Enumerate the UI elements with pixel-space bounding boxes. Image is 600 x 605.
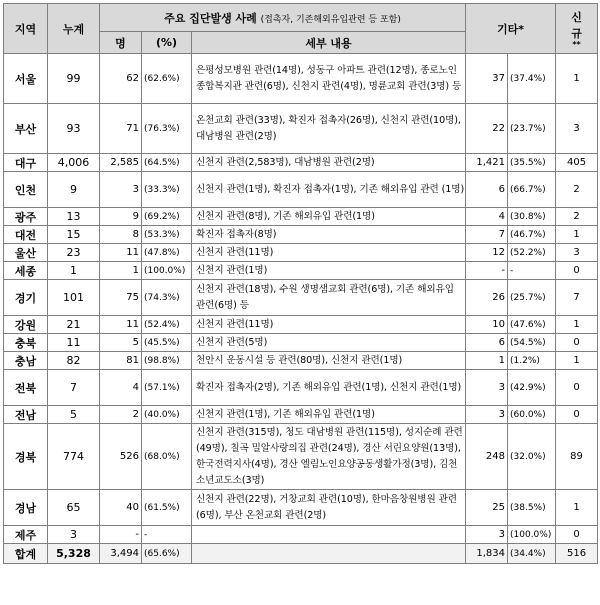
new-cases: 0: [556, 334, 598, 352]
cumulative-count: 4,006: [48, 154, 100, 172]
region-name: 강원: [4, 316, 48, 334]
table-row: [4, 406, 598, 424]
new-cases: 0: [556, 406, 598, 424]
header-new: [556, 4, 598, 54]
cumulative-count: 93: [48, 104, 100, 154]
cluster-count: 2,585: [100, 154, 142, 172]
cluster-details: 신천지 관련(11명): [192, 244, 466, 262]
etc-count: 26: [466, 280, 508, 316]
total-etc-percent: (34.4%): [508, 544, 556, 564]
table-row: [4, 172, 598, 208]
cluster-count: 526: [100, 424, 142, 490]
region-name: 세종: [4, 262, 48, 280]
total-details: [192, 544, 466, 564]
cluster-percent: -: [142, 526, 192, 544]
etc-count: 25: [466, 490, 508, 526]
cluster-percent: (57.1%): [142, 370, 192, 406]
region-name: 충남: [4, 352, 48, 370]
cluster-percent: (52.4%): [142, 316, 192, 334]
cluster-percent: (61.5%): [142, 490, 192, 526]
table-row: [4, 226, 598, 244]
header-main-cases: [100, 4, 466, 32]
region-name: 대구: [4, 154, 48, 172]
etc-percent: (37.4%): [508, 54, 556, 104]
etc-count: 3: [466, 406, 508, 424]
table-row: [4, 54, 598, 104]
cluster-count: 3: [100, 172, 142, 208]
table-row: [4, 154, 598, 172]
cluster-details: [192, 526, 466, 544]
etc-count: 7: [466, 226, 508, 244]
etc-count: 3: [466, 370, 508, 406]
cumulative-count: 3: [48, 526, 100, 544]
table-row: [4, 280, 598, 316]
new-cases: 1: [556, 54, 598, 104]
table-row: [4, 316, 598, 334]
cluster-details: 신천지 관련(2,583명), 대남병원 관련(2명): [192, 154, 466, 172]
etc-count: 10: [466, 316, 508, 334]
etc-count: 22: [466, 104, 508, 154]
new-cases: 1: [556, 352, 598, 370]
cluster-details: 신천지 관련(1명), 기존 해외유입 관련(1명): [192, 406, 466, 424]
header-new-line2: 규: [571, 26, 582, 40]
cluster-details: 은평성모병원 관련(14명), 성동구 아파트 관련(12명), 종로노인종합복지관 관련(6명), 신천지 관련(4명), 명륜교회 관련(3명) 등: [192, 54, 466, 104]
cumulative-count: 101: [48, 280, 100, 316]
cluster-percent: (98.8%): [142, 352, 192, 370]
etc-percent: (100.0%): [508, 526, 556, 544]
cluster-count: 8: [100, 226, 142, 244]
cluster-count: 5: [100, 334, 142, 352]
cluster-details: 확진자 접촉자(8명): [192, 226, 466, 244]
cumulative-count: 21: [48, 316, 100, 334]
cumulative-count: 7: [48, 370, 100, 406]
cumulative-count: 11: [48, 334, 100, 352]
region-name: 제주: [4, 526, 48, 544]
header-cumulative: 누계: [48, 4, 100, 54]
cluster-count: 71: [100, 104, 142, 154]
new-cases: 1: [556, 316, 598, 334]
table-row: [4, 334, 598, 352]
table-row: [4, 244, 598, 262]
region-name: 광주: [4, 208, 48, 226]
cumulative-count: 13: [48, 208, 100, 226]
cluster-percent: (53.3%): [142, 226, 192, 244]
region-name: 부산: [4, 104, 48, 154]
region-name: 인천: [4, 172, 48, 208]
cluster-count: 1: [100, 262, 142, 280]
new-cases: 0: [556, 262, 598, 280]
header-new-mark: **: [572, 39, 581, 49]
cluster-percent: (76.3%): [142, 104, 192, 154]
cumulative-count: 9: [48, 172, 100, 208]
new-cases: 0: [556, 526, 598, 544]
cumulative-count: 1: [48, 262, 100, 280]
etc-percent: (60.0%): [508, 406, 556, 424]
header-people: 명: [100, 32, 142, 54]
etc-count: 3: [466, 526, 508, 544]
total-row: [4, 544, 598, 564]
cluster-count: 81: [100, 352, 142, 370]
new-cases: 3: [556, 104, 598, 154]
etc-percent: (32.0%): [508, 424, 556, 490]
etc-count: 1,421: [466, 154, 508, 172]
etc-percent: (47.6%): [508, 316, 556, 334]
new-cases: 405: [556, 154, 598, 172]
etc-count: 4: [466, 208, 508, 226]
cluster-details: 온천교회 관련(33명), 확진자 접촉자(26명), 신천지 관련(10명), 대남병원 관련(2명): [192, 104, 466, 154]
etc-count: 6: [466, 334, 508, 352]
table-row: [4, 370, 598, 406]
region-name: 서울: [4, 54, 48, 104]
region-name: 경북: [4, 424, 48, 490]
cumulative-count: 5: [48, 406, 100, 424]
total-cluster-count: 3,494: [100, 544, 142, 564]
cluster-details: 신천지 관련(1명), 확진자 접촉자(1명), 기존 해외유입 관련 (1명): [192, 172, 466, 208]
region-name: 충북: [4, 334, 48, 352]
new-cases: 1: [556, 490, 598, 526]
new-cases: 1: [556, 226, 598, 244]
cluster-details: 신천지 관련(11명): [192, 316, 466, 334]
etc-percent: (54.5%): [508, 334, 556, 352]
etc-percent: (42.9%): [508, 370, 556, 406]
cluster-details: 신천지 관련(315명), 청도 대남병원 관련(115명), 성지순례 관련(49명), 칠곡 밀알사랑의집 관련(24명), 경산 서린요양원(13명), 한국전력지사(4명), 경산 엘림노인요양공동생활가정(3명), 김천소년교도소(3명): [192, 424, 466, 490]
cluster-percent: (47.8%): [142, 244, 192, 262]
table-row: [4, 104, 598, 154]
total-etc-count: 1,834: [466, 544, 508, 564]
etc-percent: (66.7%): [508, 172, 556, 208]
cluster-percent: (62.6%): [142, 54, 192, 104]
region-name: 경기: [4, 280, 48, 316]
total-new-cases: 516: [556, 544, 598, 564]
cluster-count: 4: [100, 370, 142, 406]
cluster-count: 40: [100, 490, 142, 526]
region-name: 경남: [4, 490, 48, 526]
region-name: 전북: [4, 370, 48, 406]
header-percent: (%): [142, 32, 192, 54]
header-region: 지역: [4, 4, 48, 54]
etc-count: -: [466, 262, 508, 280]
cluster-details: 신천지 관련(18명), 수원 생명샘교회 관련(6명), 기존 해외유입 관련(6명) 등: [192, 280, 466, 316]
header-details: 세부 내용: [192, 32, 466, 54]
cluster-percent: (100.0%): [142, 262, 192, 280]
cluster-count: 75: [100, 280, 142, 316]
cumulative-count: 15: [48, 226, 100, 244]
cluster-count: 2: [100, 406, 142, 424]
cumulative-count: 23: [48, 244, 100, 262]
cumulative-count: 65: [48, 490, 100, 526]
etc-count: 1: [466, 352, 508, 370]
table-row: [4, 526, 598, 544]
cluster-percent: (33.3%): [142, 172, 192, 208]
etc-percent: (25.7%): [508, 280, 556, 316]
cluster-details: 신천지 관련(8명), 기존 해외유입 관련(1명): [192, 208, 466, 226]
cluster-details: 천안시 운동시설 등 관련(80명), 신천지 관련(1명): [192, 352, 466, 370]
etc-percent: (23.7%): [508, 104, 556, 154]
cluster-details: 신천지 관련(22명), 거창교회 관련(10명), 한마음창원병원 관련(6명), 부산 온천교회 관련(2명): [192, 490, 466, 526]
etc-percent: (38.5%): [508, 490, 556, 526]
region-name: 전남: [4, 406, 48, 424]
cluster-percent: (74.3%): [142, 280, 192, 316]
header-main-case-note: (접촉자, 기존해외유입관련 등 포함): [260, 14, 401, 25]
table-row: [4, 208, 598, 226]
cumulative-count: 99: [48, 54, 100, 104]
etc-percent: (35.5%): [508, 154, 556, 172]
header-new-line1: 신: [571, 10, 582, 24]
cluster-percent: (45.5%): [142, 334, 192, 352]
etc-percent: (52.2%): [508, 244, 556, 262]
table-row: [4, 262, 598, 280]
cluster-percent: (68.0%): [142, 424, 192, 490]
table-row: [4, 490, 598, 526]
etc-percent: -: [508, 262, 556, 280]
new-cases: 2: [556, 208, 598, 226]
cumulative-count: 774: [48, 424, 100, 490]
region-name: 대전: [4, 226, 48, 244]
etc-percent: (46.7%): [508, 226, 556, 244]
new-cases: 89: [556, 424, 598, 490]
table-row: [4, 352, 598, 370]
table-body: [4, 54, 598, 564]
cumulative-count: 82: [48, 352, 100, 370]
cluster-count: 11: [100, 316, 142, 334]
etc-count: 6: [466, 172, 508, 208]
cluster-percent: (69.2%): [142, 208, 192, 226]
region-name: 울산: [4, 244, 48, 262]
etc-count: 37: [466, 54, 508, 104]
etc-percent: (30.8%): [508, 208, 556, 226]
cluster-percent: (40.0%): [142, 406, 192, 424]
table-row: [4, 424, 598, 490]
cluster-percent: (64.5%): [142, 154, 192, 172]
cluster-count: 62: [100, 54, 142, 104]
cluster-details: 확진자 접촉자(2명), 기존 해외유입 관련(1명), 신천지 관련(1명): [192, 370, 466, 406]
total-label: 합계: [4, 544, 48, 564]
etc-percent: (1.2%): [508, 352, 556, 370]
cluster-details: 신천지 관련(5명): [192, 334, 466, 352]
etc-count: 12: [466, 244, 508, 262]
cluster-count: 9: [100, 208, 142, 226]
cluster-cases-table: [3, 3, 598, 564]
new-cases: 2: [556, 172, 598, 208]
new-cases: 7: [556, 280, 598, 316]
total-cumulative: 5,328: [48, 544, 100, 564]
total-cluster-percent: (65.6%): [142, 544, 192, 564]
header-etc: 기타*: [466, 4, 556, 54]
etc-count: 248: [466, 424, 508, 490]
new-cases: 0: [556, 370, 598, 406]
header-main-case-title: 주요 집단발생 사례: [164, 11, 257, 25]
new-cases: 3: [556, 244, 598, 262]
cluster-count: -: [100, 526, 142, 544]
cluster-details: 신천지 관련(1명): [192, 262, 466, 280]
cluster-count: 11: [100, 244, 142, 262]
